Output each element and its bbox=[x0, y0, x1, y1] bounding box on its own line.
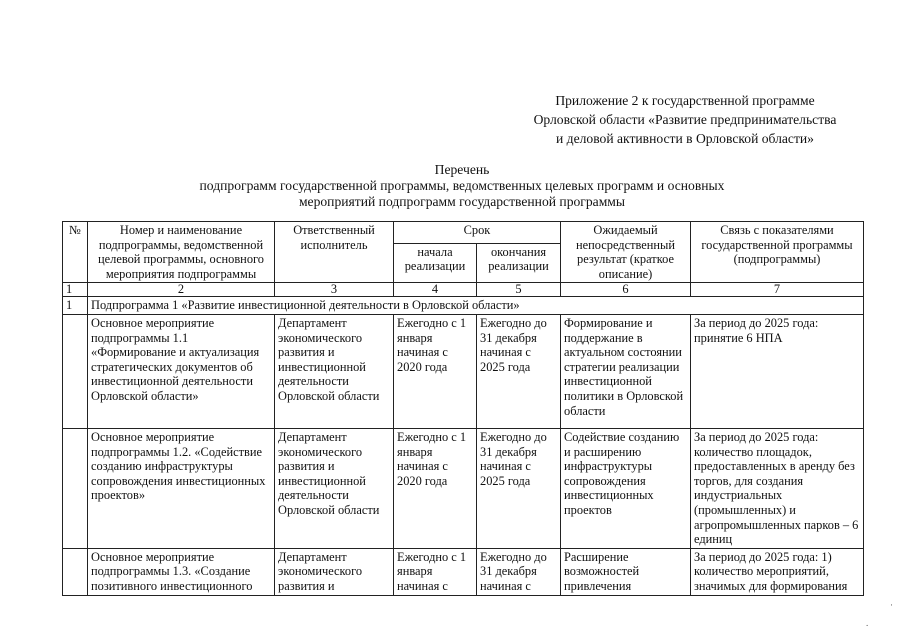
title-line: мероприятий подпрограмм государственной программы bbox=[298, 194, 626, 209]
header-end: окончания реализации bbox=[477, 243, 561, 283]
title-line: Перечень bbox=[434, 162, 490, 177]
subprogram-title: Подпрограмма 1 «Развитие инвестиционной деятельности в Орловской области» bbox=[88, 297, 864, 315]
start-cell: Ежегодно с 1 января начиная с 2020 года bbox=[394, 428, 477, 548]
column-number: 1 bbox=[63, 283, 88, 297]
appendix-line: и деловой активности в Орловской области» bbox=[556, 131, 814, 146]
column-number: 3 bbox=[275, 283, 394, 297]
column-number: 2 bbox=[88, 283, 275, 297]
measure-name: Основное мероприятие подпрограммы 1.1 «Формирование и актуализация стратегических документов об инвестиционной деятельности Орловской области» bbox=[88, 314, 275, 428]
measures-table bbox=[62, 221, 864, 596]
start-cell: Ежегодно с 1 января начиная с 2020 года bbox=[394, 314, 477, 428]
column-number: 5 bbox=[477, 283, 561, 297]
subprogram-row bbox=[63, 297, 864, 315]
link-cell: За период до 2025 года: принятие 6 НПА bbox=[691, 314, 864, 428]
column-number: 4 bbox=[394, 283, 477, 297]
row-number-cell bbox=[63, 314, 88, 428]
result-cell: Расширение возможностей привлечения bbox=[561, 548, 691, 595]
end-cell: Ежегодно до 31 декабря начиная с 2025 года bbox=[477, 428, 561, 548]
header-name: Номер и наименование подпрограммы, ведомственной целевой программы, основного мероприятия подпрограммы bbox=[88, 222, 275, 283]
start-cell: Ежегодно с 1 января начиная с bbox=[394, 548, 477, 595]
header-start: начала реализации bbox=[394, 243, 477, 283]
executor-cell: Департамент экономического развития и bbox=[275, 548, 394, 595]
link-cell: За период до 2025 года: 1) количество мероприятий, значимых для формирования bbox=[691, 548, 864, 595]
result-cell: Содействие созданию и расширению инфраструктуры сопровождения инвестиционных проектов bbox=[561, 428, 691, 548]
subprogram-number: 1 bbox=[63, 297, 88, 315]
executor-cell: Департамент экономического развития и инвестиционной деятельности Орловской области bbox=[275, 428, 394, 548]
title-line: подпрограмм государственной программы, ведомственных целевых программ и основных bbox=[199, 178, 725, 193]
row-number-cell bbox=[63, 428, 88, 548]
table-row bbox=[63, 548, 864, 595]
document-title bbox=[62, 162, 862, 210]
measure-name: Основное мероприятие подпрограммы 1.2. «Содействие созданию инфраструктуры сопровождения инвестиционных проектов» bbox=[88, 428, 275, 548]
column-number: 7 bbox=[691, 283, 864, 297]
appendix-line: Орловской области «Развитие предпринимательства bbox=[533, 112, 837, 127]
appendix-note bbox=[480, 91, 890, 148]
column-number-row bbox=[63, 283, 864, 297]
end-cell: Ежегодно до 31 декабря начиная с 2025 года bbox=[477, 314, 561, 428]
table-row bbox=[63, 428, 864, 548]
header-link: Связь с показателями государственной программы (подпрограммы) bbox=[691, 222, 864, 283]
scan-speck: · bbox=[890, 600, 893, 610]
result-cell: Формирование и поддержание в актуальном состоянии стратегии реализации инвестиционной политики в Орловской области bbox=[561, 314, 691, 428]
executor-cell: Департамент экономического развития и инвестиционной деятельности Орловской области bbox=[275, 314, 394, 428]
end-cell: Ежегодно до 31 декабря начиная с bbox=[477, 548, 561, 595]
scan-speck: . bbox=[866, 618, 869, 628]
header-row bbox=[63, 222, 864, 244]
link-cell: За период до 2025 года: количество площадок, предоставленных в аренду без торгов, для создания индустриальных (промышленных) и агропромышленных парков – 6 единиц bbox=[691, 428, 864, 548]
appendix-line: Приложение 2 к государственной программе bbox=[555, 93, 815, 108]
header-term: Срок bbox=[394, 222, 561, 244]
header-no: № bbox=[63, 222, 88, 283]
header-executor: Ответственный исполнитель bbox=[275, 222, 394, 283]
measure-name: Основное мероприятие подпрограммы 1.3. «Создание позитивного инвестиционного bbox=[88, 548, 275, 595]
row-number-cell bbox=[63, 548, 88, 595]
column-number: 6 bbox=[561, 283, 691, 297]
table-row bbox=[63, 314, 864, 428]
header-result: Ожидаемый непосредственный результат (краткое описание) bbox=[561, 222, 691, 283]
